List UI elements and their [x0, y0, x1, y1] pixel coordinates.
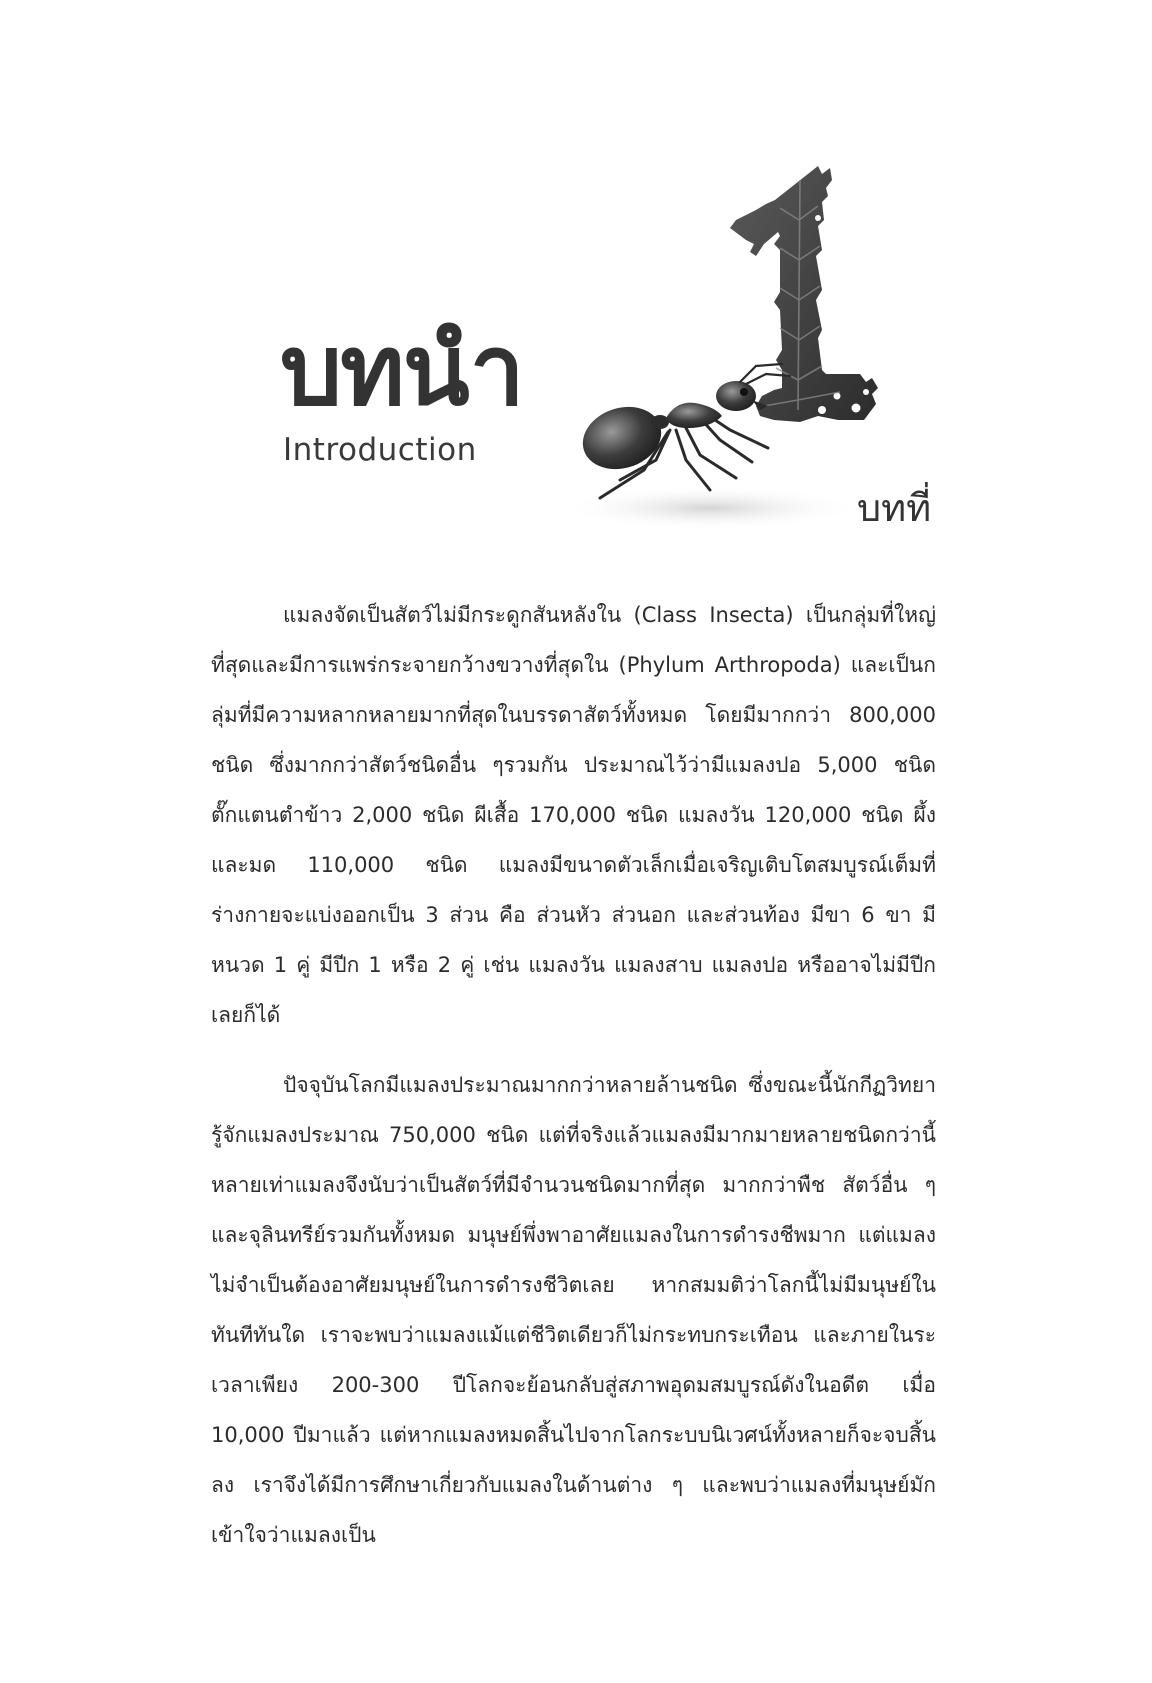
paragraph: ปัจจุบันโลกมีแมลงประมาณมากกว่าหลายล้านชนิด ซึ่งขณะนี้นักกีฏวิทยารู้จักแมลงประมาณ 750,000 ชนิด แต่ที่จริงแล้วแมลงมีมากมายหลายชนิดกว่านี้หลายเท่าแมลงจึงนับว่าเป็นสัตว์ที่มีจำนวนชนิดมากที่สุด มากกว่าพืช สัตว์อื่น ๆ และจุลินทรีย์รวมกันทั้งหมด มนุษย์พึ่งพาอาศัยแมลงในการดำรงชีพมาก แต่แมลงไม่จำเป็นต้องอาศัยมนุษย์ในการดำรงชีวิตเลย หากสมมติว่าโลกนี้ไม่มีมนุษย์ในทันทีทันใด เราจะพบว่าแมลงแม้แต่ชีวิตเดียวก็ไม่กระทบกระเทือน และภายในระเวลาเพียง 200-300 ปีโลกจะย้อนกลับสู่สภาพอุดมสมบูรณ์ดังในอดีต เมื่อ 10,000 ปีมาแล้ว แต่หากแมลงหมดสิ้นไปจากโลกระบบนิเวศน์ทั้งหลายก็จะจบสิ้นลง เราจึงได้มีการศึกษาเกี่ยวกับแมลงในด้านต่าง ๆ และพบว่าแมลงที่มนุษย์มักเข้าใจว่าแมลงเป็น	[211, 1073, 936, 1547]
body-text	[211, 590, 936, 1560]
chapter-header	[0, 0, 1152, 560]
chapter-number-one-graphic	[730, 166, 878, 422]
ant-illustration	[575, 364, 790, 498]
chapter-title-english: Introduction	[283, 432, 477, 468]
paragraph: แมลงจัดเป็นสัตว์ไม่มีกระดูกสันหลังใน (Class Insecta) เป็นกลุ่มที่ใหญ่ที่สุดและมีการแพร่กระจายกว้างขวางที่สุดใน (Phylum Arthropoda) และเป็นกลุ่มที่มีความหลากหลายมากที่สุดในบรรดาสัตว์ทั้งหมด โดยมีมากกว่า 800,000 ชนิด ซึ่งมากกว่าสัตว์ชนิดอื่น ๆรวมกัน ประมาณไว้ว่ามีแมลงปอ 5,000 ชนิด ตั๊กแตนตำข้าว 2,000 ชนิด ผีเสื้อ 170,000 ชนิด แมลงวัน 120,000 ชนิด ผึ้งและมด 110,000 ชนิด แมลงมีขนาดตัวเล็กเมื่อเจริญเติบโตสมบูรณ์เต็มที่ ร่างกายจะแบ่งออกเป็น 3 ส่วน คือ ส่วนหัว ส่วนอก และส่วนท้อง มีขา 6 ขา มีหนวด 1 คู่ มีปีก 1 หรือ 2 คู่ เช่น แมลงวัน แมลงสาบ แมลงปอ หรืออาจไม่มีปีกเลยก็ได้	[211, 603, 936, 1027]
ant-shadow	[560, 486, 860, 530]
chapter-title-thai: บทนำ	[280, 314, 523, 428]
chapter-label: บทที่	[857, 486, 932, 530]
